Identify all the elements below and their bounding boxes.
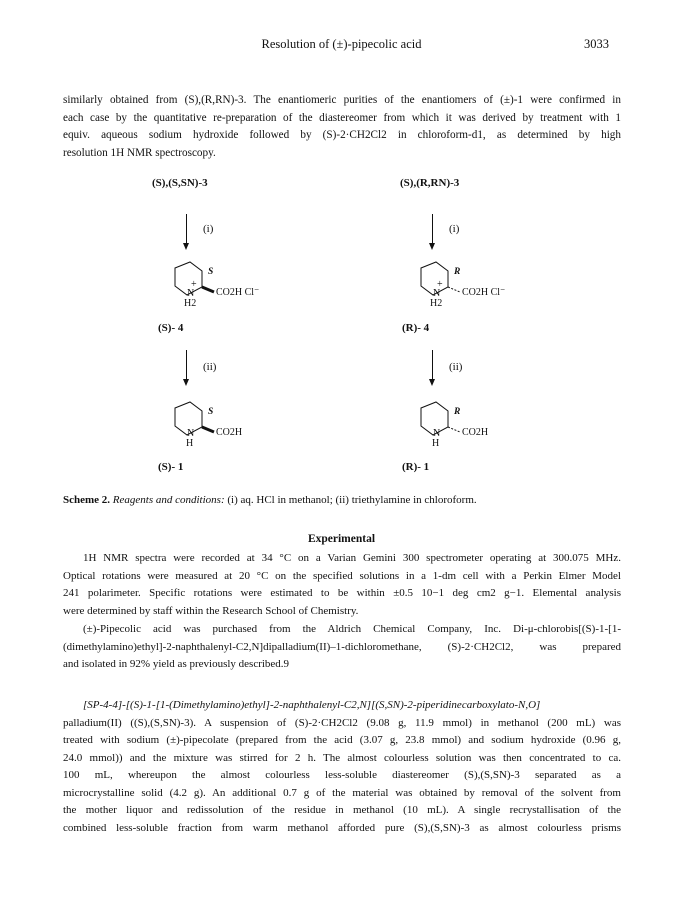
page-number: 3033	[584, 37, 609, 51]
right-product-label: (R)- 1	[402, 461, 430, 473]
right-arrow-2-head	[429, 379, 435, 386]
right-arrow-2-shaft	[432, 350, 433, 380]
left-acid-nitrogen: N	[187, 428, 195, 439]
right-salt-stereo: R	[454, 267, 461, 277]
experimental-paragraph-1	[63, 550, 621, 620]
left-acid-structure	[164, 402, 284, 467]
right-step-2-label: (ii)	[449, 361, 463, 373]
right-step-1-label: (i)	[449, 223, 460, 235]
right-intermediate-label: (R)- 4	[402, 322, 430, 334]
exp-p3-line-5: 100 mL, whereupon the almost colourless less-soluble diastereomer (S),(S,SN)-3 separated as a	[63, 769, 621, 781]
left-start-compound: (S),(S,SN)-3	[152, 177, 208, 189]
exp-p3-line-4: 24.0 mmol)) and the mixture was stirred for 2 h. The almost colourless solution was then concentrated to ca.	[63, 751, 621, 764]
left-salt-h2: H2	[184, 298, 197, 309]
scheme-caption	[63, 494, 621, 506]
right-acid-h: H	[432, 438, 440, 449]
right-salt-plus: +	[437, 279, 443, 290]
right-start-compound: (S),(R,RN)-3	[400, 177, 460, 189]
exp-p2-line-2: (dimethylamino)ethyl]-2-naphthalenyl-C2,N]dipalladium(II)–1-dichloromethane, (S)-2·CH2Cl2, was prepared	[63, 640, 621, 653]
right-arrow-1-shaft	[432, 214, 433, 244]
right-salt-substituent: CO2H Cl⁻	[462, 287, 506, 298]
left-arrow-1-shaft	[186, 214, 187, 244]
left-salt-stereo: S	[208, 267, 214, 277]
running-header-title: Resolution of (±)-pipecolic acid	[261, 37, 422, 51]
exp-p3-line-7: the mother liquor and redissolution of the residue in methanol (10 mL). A single recrystallisation of the	[63, 804, 621, 816]
right-piperidinium-structure	[410, 262, 530, 327]
left-intermediate-label: (S)- 4	[158, 322, 184, 334]
exp-p3-line-6: microcrystalline solid (4.2 g). An additional 0.7 g of the material was obtained by removal of the solvent from	[63, 786, 621, 799]
left-salt-nitrogen: N	[187, 288, 195, 299]
exp-p1-line-4: were determined by staff within the Research School of Chemistry.	[63, 604, 359, 617]
right-acid-structure	[410, 402, 530, 467]
left-product-label: (S)- 1	[158, 461, 184, 473]
left-salt-plus: +	[191, 279, 197, 290]
scheme-caption-text: (i) aq. HCl in methanol; (ii) triethylamine in chloroform.	[227, 494, 477, 506]
scheme-caption-label: Scheme 2.	[63, 494, 111, 506]
exp-p3-line-3: treated with sodium (±)-pipecolate (prepared from the acid (3.07 g, 23.8 mmol) and sodium hydroxide (0.96 g,	[63, 734, 621, 746]
left-piperidinium-structure	[164, 262, 284, 327]
experimental-paragraph-2	[63, 621, 621, 674]
exp-p3-line-1: [SP-4-4]-[(S)-1-[1-(Dimethylamino)ethyl]-2-naphthalenyl-C2,N][(S,SN)-2-piperidinecarboxylato-N,O]	[83, 699, 541, 711]
intro-line-4: resolution 1H NMR spectroscopy.	[63, 146, 216, 159]
exp-p3-line-8: combined less-soluble fraction from warm methanol afforded pure (S),(S,SN)-3 as almost colourless prisms	[63, 821, 621, 834]
scheme-caption-italic: Reagents and conditions:	[112, 494, 225, 506]
left-acid-stereo: S	[208, 407, 214, 417]
right-acid-substituent: CO2H	[462, 427, 489, 438]
left-acid-h: H	[186, 438, 194, 449]
left-step-1-label: (i)	[203, 223, 214, 235]
right-acid-nitrogen: N	[433, 428, 441, 439]
right-salt-nitrogen: N	[433, 288, 441, 299]
left-salt-substituent: CO2H Cl⁻	[216, 287, 260, 298]
experimental-heading: Experimental	[307, 533, 376, 545]
exp-p1-line-1: 1H NMR spectra were recorded at 34 °C on a Varian Gemini 300 spectrometer operating at 300.075 MHz.	[83, 552, 621, 564]
intro-line-1: similarly obtained from (S),(R,RN)-3. The enantiomeric purities of the enantiomers of (±)-1 were confirmed in	[63, 94, 621, 106]
right-arrow-1-head	[429, 243, 435, 250]
exp-p1-line-2: Optical rotations were measured at 20 °C on the specified solutions in a 1-dm cell with a Perkin Elmer Model	[63, 569, 621, 582]
exp-p1-line-3: 241 polarimeter. Specific rotations were estimated to be within ±0.5 10−1 deg cm2 g−1. Elemental analysis	[63, 587, 621, 599]
exp-p3-line-2: palladium(II) ((S),(S,SN)-3). A suspension of (S)-2·CH2Cl2 (9.08 g, 11.9 mmol) in methanol (200 mL) was	[63, 716, 621, 729]
intro-line-3: equiv. aqueous sodium hydroxide followed by (S)-2·CH2Cl2 in chloroform-d1, as determined by high	[63, 129, 621, 141]
left-step-2-label: (ii)	[203, 361, 217, 373]
left-arrow-1-head	[183, 243, 189, 250]
left-acid-substituent: CO2H	[216, 427, 243, 438]
right-salt-h2: H2	[430, 298, 443, 309]
right-acid-stereo: R	[454, 407, 461, 417]
exp-p2-line-3: and isolated in 92% yield as previously described.9	[63, 658, 290, 670]
left-arrow-2-shaft	[186, 350, 187, 380]
exp-p2-line-1: (±)-Pipecolic acid was purchased from the Aldrich Chemical Company, Inc. Di-μ-chlorobis[(S)-1-[1-	[83, 623, 621, 635]
left-arrow-2-head	[183, 379, 189, 386]
experimental-paragraph-3	[63, 697, 621, 837]
intro-line-2: each case by the quantitative re-preparation of the diastereomer from which it was derived by treatment with 1	[63, 111, 621, 124]
